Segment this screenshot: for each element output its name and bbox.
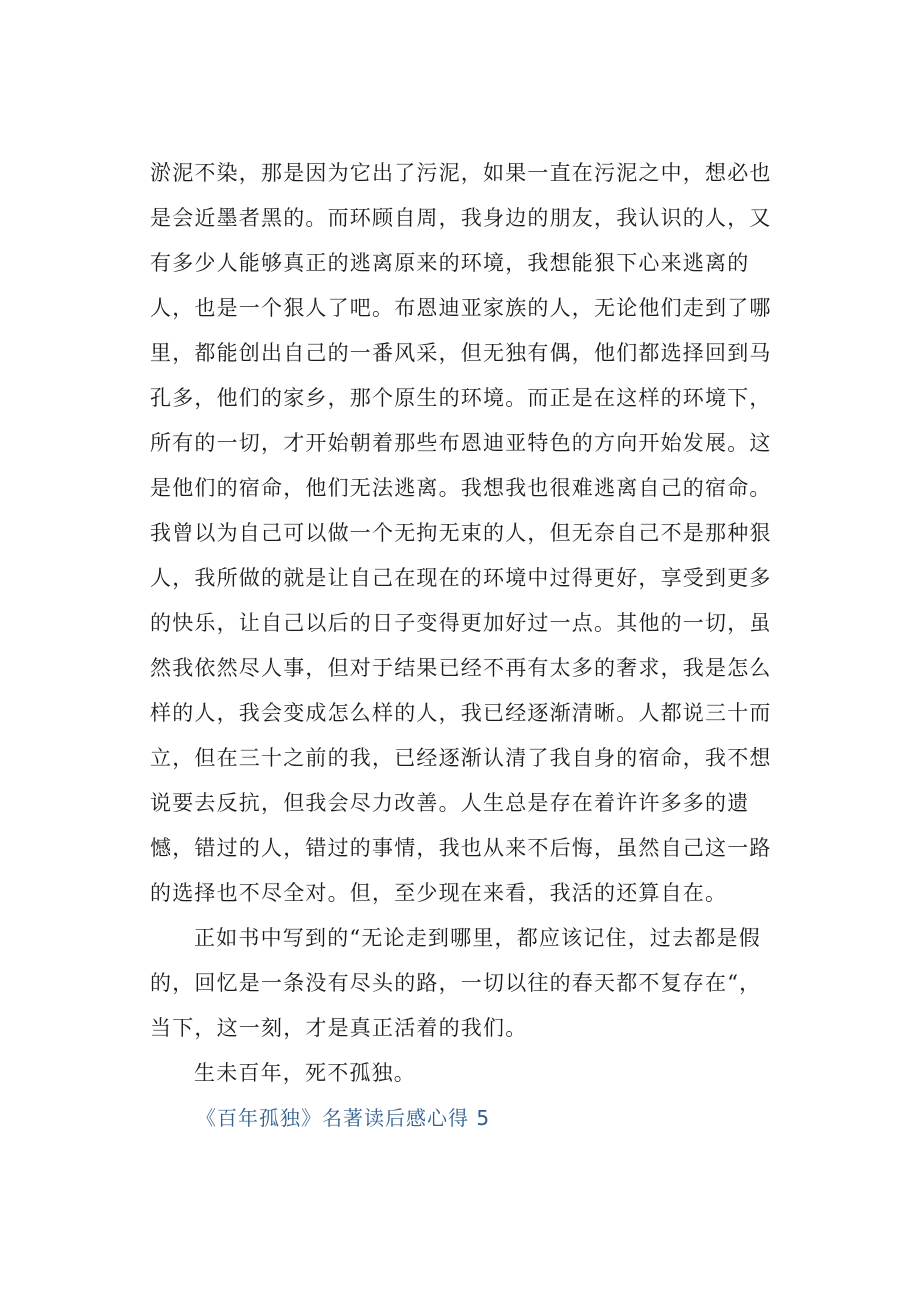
text-line: 所有的一切，才开始朝着那些布恩迪亚特色的方向开始发展。这: [150, 431, 772, 455]
text-line: 孔多，他们的家乡，那个原生的环境。而正是在这样的环境下，: [150, 386, 772, 410]
text-line: 样的人，我会变成怎么样的人，我已经逐渐清晰。人都说三十而: [150, 701, 772, 725]
text-line: 立，但在三十之前的我，已经逐渐认清了我自身的宿命，我不想: [150, 746, 772, 770]
text-line: 的快乐，让自己以后的日子变得更加好过一点。其他的一切，虽: [150, 611, 772, 635]
text-line: 是会近墨者黑的。而环顾自周，我身边的朋友，我认识的人，又: [150, 206, 772, 230]
text-line: 是他们的宿命，他们无法逃离。我想我也很难逃离自己的宿命。: [150, 476, 772, 500]
text-line: 人，我所做的就是让自己在现在的环境中过得更好，享受到更多: [150, 566, 772, 590]
text-line: 生未百年，死不孤独。: [194, 1061, 416, 1085]
text-line: 正如书中写到的“无论走到哪里，都应该记住，过去都是假: [194, 926, 761, 950]
text-line: 我曾以为自己可以做一个无拘无束的人，但无奈自己不是那种狠: [150, 521, 772, 545]
text-line: 有多少人能够真正的逃离原来的环境，我想能狠下心来逃离的: [150, 251, 750, 275]
text-line: 里，都能创出自己的一番风采，但无独有偶，他们都选择回到马: [150, 341, 772, 365]
text-line: 说要去反抗，但我会尽力改善。人生总是存在着许许多多的遗: [150, 791, 750, 815]
text-line: 然我依然尽人事，但对于结果已经不再有太多的奢求，我是怎么: [150, 656, 772, 680]
text-line: 憾，错过的人，错过的事情，我也从来不后悔，虽然自己这一路: [150, 836, 772, 860]
text-line: 人，也是一个狠人了吧。布恩迪亚家族的人，无论他们走到了哪: [150, 296, 772, 320]
text-line: 的，回忆是一条没有尽头的路，一切以往的春天都不复存在“，: [150, 971, 762, 995]
text-line: 的选择也不尽全对。但，至少现在来看，我活的还算自在。: [150, 881, 728, 905]
text-line: 当下，这一刻，才是真正活着的我们。: [150, 1016, 528, 1040]
text-line: 淤泥不染，那是因为它出了污泥，如果一直在污泥之中，想必也: [150, 161, 772, 185]
next-section-heading[interactable]: 《百年孤独》名著读后感心得 5: [196, 1106, 491, 1130]
